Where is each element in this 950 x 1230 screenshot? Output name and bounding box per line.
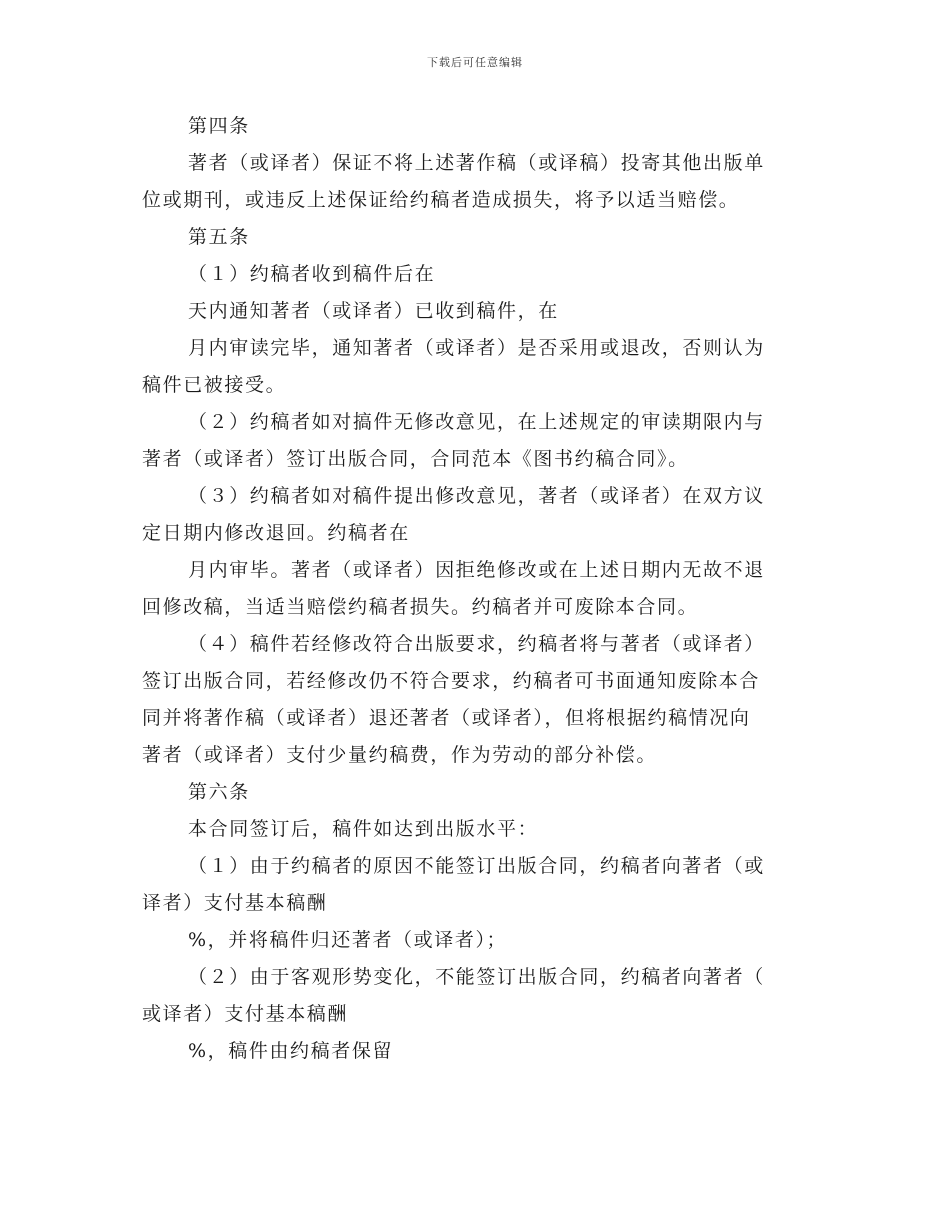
page-header: 下载后可任意编辑 xyxy=(427,56,523,69)
text-line: 著者（或译者）保证不将上述著作稿（或译稿）投寄其他出版单 xyxy=(188,152,765,174)
text-line: %，稿件由约稿者保留 xyxy=(188,1040,394,1062)
text-line: 或译者）支付基本稿酬 xyxy=(142,1003,349,1025)
text-line: 第五条 xyxy=(188,226,250,248)
text-line: （２）约稿者如对搞件无修改意见，在上述规定的审读期限内与 xyxy=(188,411,765,433)
text-line: 月内审毕。著者（或译者）因拒绝修改或在上述日期内无故不退 xyxy=(188,559,765,581)
text-line: 签订出版合同，若经修改仍不符合要求，约稿者可书面通知废除本合 xyxy=(142,670,761,692)
text-line: （３）约稿者如对稿件提出修改意见，著者（或译者）在双方议 xyxy=(188,485,765,507)
document-body xyxy=(142,108,802,1070)
text-line: 本合同签订后，稿件如达到出版水平： xyxy=(188,818,539,840)
text-line: %，并将稿件归还著者（或译者）； xyxy=(188,929,508,951)
text-line: （４）稿件若经修改符合出版要求，约稿者将与著者（或译者） xyxy=(188,633,765,655)
text-line: 天内通知著者（或译者）已收到稿件，在 xyxy=(188,300,559,322)
text-line: （１）由于约稿者的原因不能签订出版合同，约稿者向著者（或 xyxy=(188,855,765,877)
text-line: 定日期内修改退回。约稿者在 xyxy=(142,522,410,544)
text-line: 第四条 xyxy=(188,115,250,137)
text-line: 月内审读完毕，通知著者（或译者）是否采用或退改，否则认为 xyxy=(188,337,765,359)
text-line: 著者（或译者）签订出版合同，合同范本《图书约稿合同》。 xyxy=(142,448,689,470)
text-line: 稿件已被接受。 xyxy=(142,374,287,396)
text-line: 第六条 xyxy=(188,781,250,803)
text-line: 位或期刊，或违反上述保证给约稿者造成损失，将予以适当赔偿。 xyxy=(142,189,740,211)
text-line: （２）由于客观形势变化，不能签订出版合同，约稿者向著者（ xyxy=(188,966,765,988)
text-line: 著者（或译者）支付少量约稿费，作为劳动的部分补偿。 xyxy=(142,744,658,766)
text-line: 同并将著作稿（或译者）退还著者（或译者），但将根据约稿情况向 xyxy=(142,707,751,729)
text-line: （１）约稿者收到稿件后在 xyxy=(188,263,436,285)
text-line: 译者）支付基本稿酬 xyxy=(142,892,328,914)
text-line: 回修改稿，当适当赔偿约稿者损失。约稿者并可废除本合同。 xyxy=(142,596,699,618)
